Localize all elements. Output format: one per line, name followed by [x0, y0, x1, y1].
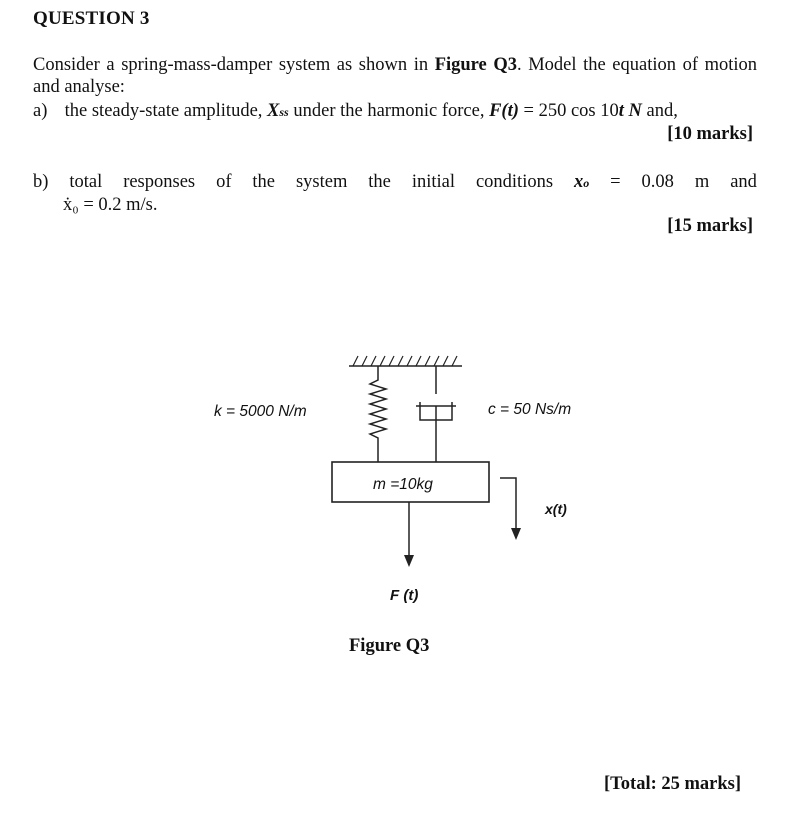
- displacement-arrow-line: [500, 478, 516, 528]
- intro-text-1: Consider a spring-mass-damper system as shown in: [33, 55, 435, 75]
- part-a-text-1: the steady-state amplitude,: [64, 101, 268, 121]
- part-a-n: N: [628, 101, 642, 121]
- part-b-x0: x: [573, 172, 584, 192]
- part-b-word: total: [69, 172, 103, 192]
- force-label: F (t): [390, 587, 419, 604]
- part-b-word: initial: [411, 172, 456, 192]
- displacement-label: x(t): [545, 501, 567, 517]
- figure-caption: Figure Q3: [349, 636, 430, 656]
- ceiling-hatch: [353, 356, 457, 366]
- part-a-t: t: [618, 101, 624, 121]
- part-b-word: system: [295, 172, 348, 192]
- part-b-word: conditions: [475, 172, 554, 192]
- part-a-var-sub: ss: [279, 105, 289, 119]
- intro-text-2: . Model the equation of motion and analyse:: [33, 55, 757, 97]
- spring: [370, 366, 386, 462]
- part-b-word: of: [216, 172, 232, 192]
- part-a-force: F(t): [489, 101, 519, 121]
- part-b-eq: =: [610, 172, 621, 192]
- part-b-label: b): [33, 172, 49, 192]
- part-b-line-2: ẋ₀ = 0.2 m/s.: [63, 195, 158, 215]
- question-heading: QUESTION 3: [33, 8, 150, 29]
- displacement-arrow-head: [511, 528, 521, 540]
- damping-coefficient-label: c = 50 Ns/m: [488, 401, 572, 418]
- part-b-word: the: [252, 172, 276, 192]
- part-a-text-2: under the harmonic force,: [288, 101, 490, 121]
- mass-label: m =10kg: [373, 476, 433, 493]
- spring-constant-label: k = 5000 N/m: [214, 403, 307, 420]
- part-b-word: responses: [123, 172, 196, 192]
- total-marks: [Total: 25 marks]: [604, 774, 742, 794]
- part-a-marks: [10 marks]: [667, 124, 753, 144]
- part-b-and: and: [730, 172, 757, 192]
- damper: [416, 366, 456, 462]
- force-arrow-head: [404, 555, 414, 567]
- part-a-label: a): [33, 101, 48, 121]
- part-b-marks: [15 marks]: [667, 216, 753, 236]
- part-a-var: X: [267, 101, 280, 121]
- part-a-text-3: = 250 cos 10: [518, 101, 619, 121]
- part-b-word: the: [368, 172, 391, 192]
- part-b-x0-value: 0.08: [641, 172, 674, 192]
- figure-reference: Figure Q3: [434, 55, 517, 75]
- part-b-x0-sub: o: [583, 176, 590, 190]
- part-a-text-4: and,: [641, 101, 678, 121]
- part-b-x0-unit: m: [694, 172, 710, 192]
